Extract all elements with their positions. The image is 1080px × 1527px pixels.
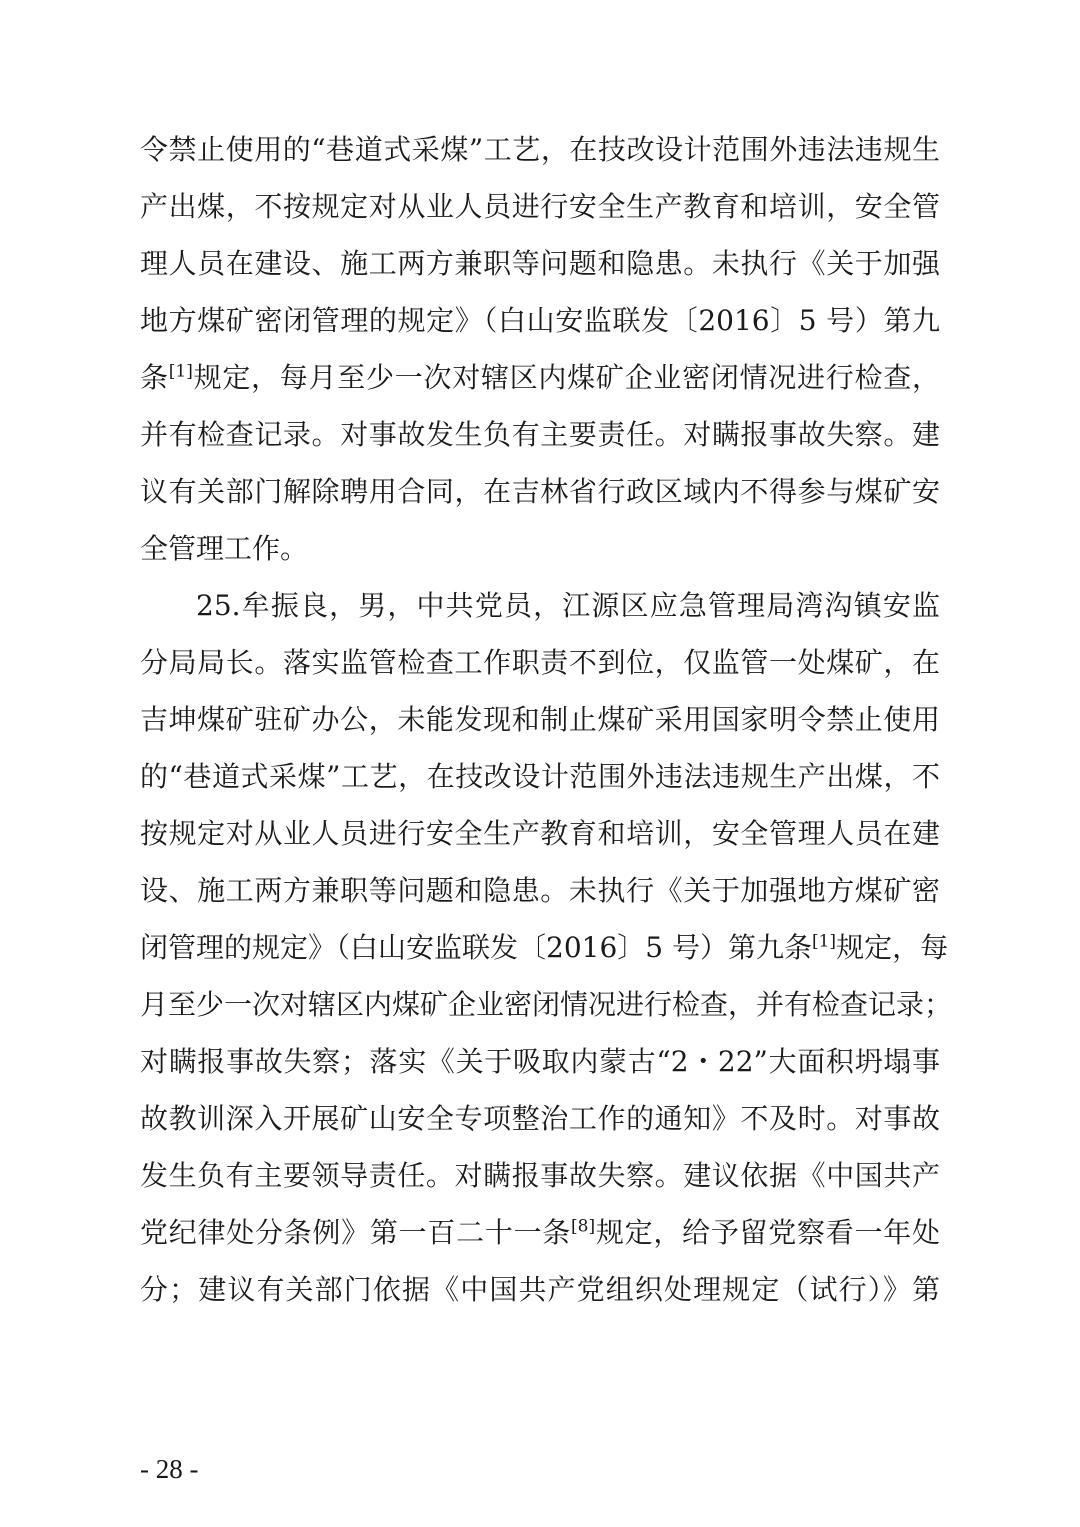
text-line: 按规定对从业人员进行安全生产教育和培训，安全管理人员在建 (140, 817, 940, 850)
text-line: 吉坤煤矿驻矿办公，未能发现和制止煤矿采用国家明令禁止使用 (140, 703, 940, 736)
text-line: 的“巷道式采煤”工艺，在技改设计范围外违法违规生产出煤，不 (140, 760, 940, 793)
text-line (140, 1213, 940, 1253)
footnote-reference: [8] (571, 1216, 596, 1237)
text-line: 理人员在建设、施工两方兼职等问题和隐患。未执行《关于加强 (140, 247, 940, 280)
text-line: 并有检查记录。对事故发生负有主要责任。对瞒报事故失察。建 (140, 418, 940, 451)
text-line: 故教训深入开展矿山安全专项整治工作的通知》不及时。对事故 (140, 1102, 940, 1135)
text-line: 对瞒报事故失察；落实《关于吸取内蒙古“2・22”大面积坍塌事 (140, 1045, 940, 1078)
page-number: - 28 - (140, 1454, 199, 1484)
text-line: 产出煤，不按规定对从业人员进行安全生产教育和培训，安全管 (140, 190, 940, 223)
text-line (140, 928, 949, 968)
text-line (140, 358, 940, 398)
footnote-reference: [1] (168, 361, 193, 382)
text-line: 全管理工作。 (140, 532, 309, 565)
text-run: 规定，每月至少一次对辖区内煤矿企业密闭情况进行检查， (192, 361, 940, 394)
text-line: 月至少一次对辖区内煤矿企业密闭情况进行检查，并有检查记录； (140, 988, 953, 1021)
text-line: 分局局长。落实监管检查工作职责不到位，仅监管一处煤矿，在 (140, 646, 940, 679)
text-line: 分；建议有关部门依据《中国共产党组织处理规定（试行）》第 (140, 1273, 940, 1306)
text-run: 条 (140, 361, 169, 394)
text-run: 党纪律处分条例》第一百二十一条 (140, 1216, 572, 1249)
text-run: 规定，每 (836, 931, 949, 964)
text-run: 规定，给予留党察看一年处 (595, 1216, 940, 1249)
text-line: 设、施工两方兼职等问题和隐患。未执行《关于加强地方煤矿密 (140, 874, 940, 907)
text-run: 闭管理的规定》（白山安监联发〔2016〕5 号）第九条 (140, 931, 812, 964)
text-line: 25.牟振良，男，中共党员，江源区应急管理局湾沟镇安监 (196, 589, 940, 622)
text-line: 地方煤矿密闭管理的规定》（白山安监联发〔2016〕5 号）第九 (140, 304, 940, 337)
text-line: 令禁止使用的“巷道式采煤”工艺，在技改设计范围外违法违规生 (140, 133, 940, 166)
text-line: 发生负有主要领导责任。对瞒报事故失察。建议依据《中国共产 (140, 1159, 940, 1192)
text-line: 议有关部门解除聘用合同，在吉林省行政区域内不得参与煤矿安 (140, 475, 940, 508)
footnote-reference: [1] (811, 931, 837, 952)
